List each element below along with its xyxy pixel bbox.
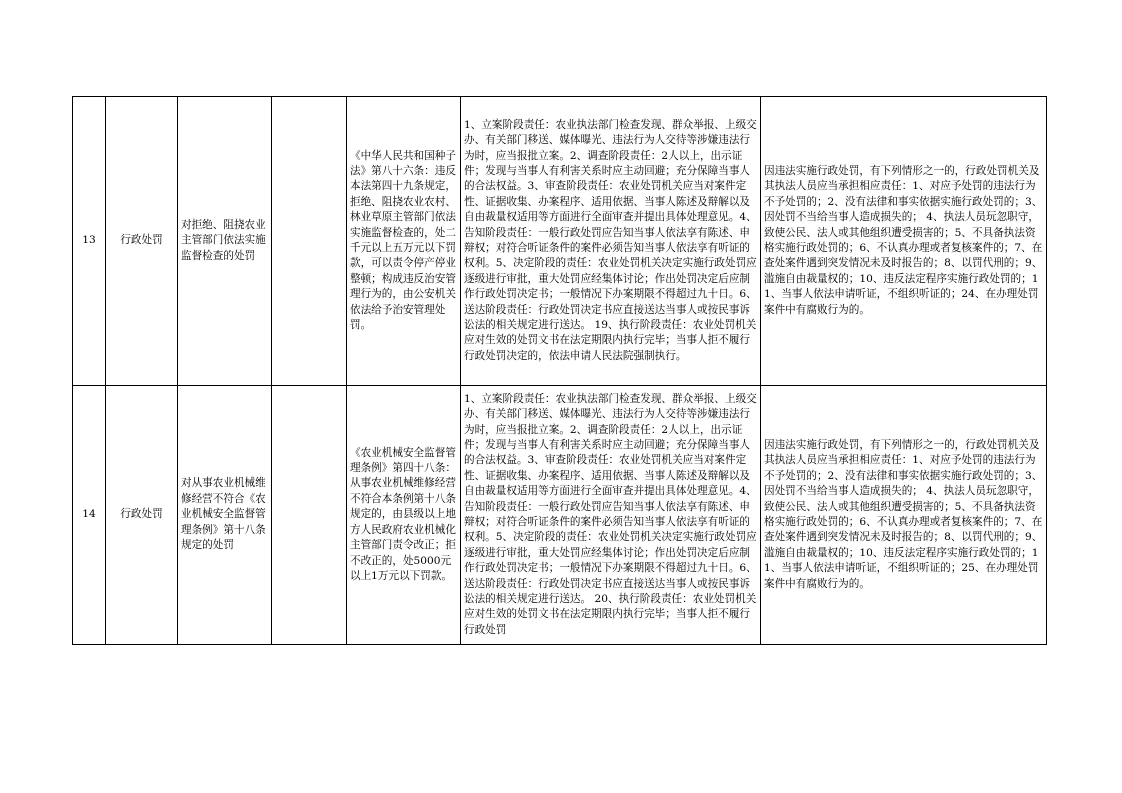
power-type-cell: 行政处罚	[106, 386, 178, 645]
responsibility-cell	[461, 386, 761, 645]
accountability-cell: 因违法实施行政处罚，有下列情形之一的，行政处罚机关及其执法人员应当承担相应责任：1、对应予处罚的违法行为不予处罚的；2、没有法律和事实依据实施行政处罚的；3、因处罚不当给当事人造成损失的； 4、执法人员玩忽职守，致使公民、法人或其他组织遭受损害的；5、不具备执法资格实施行政处罚的；6、不认真办理或者复核案件的；7、在查处案件遇到突发情况未及时报告的；8、以罚代刑的；9、滥施自由裁量权的；10、违反法定程序实施行政处罚的；11、当事人依法申请听证，不组织听证的；24、在办理处罚案件中有腐败行为的。	[761, 97, 1047, 386]
legal-basis-cell: 《农业机械安全监督管理条例》第四十八条：从事农业机械维修经营不符合本条例第十八条规定的，由县级以上地方人民政府农业机械化主管部门责令改正；拒不改正的，处5000元以上1万元以下罚款。	[347, 386, 461, 645]
serial-number-cell: 13	[73, 97, 106, 386]
item-name-cell: 对从事农业机械维修经营不符合《农业机械安全监督管理条例》第十八条规定的处罚	[178, 386, 272, 645]
power-type-cell: 行政处罚	[106, 97, 178, 386]
sub-item-cell	[272, 386, 347, 645]
item-name-cell: 对拒绝、阻挠农业主管部门依法实施监督检查的处罚	[178, 97, 272, 386]
power-list-table	[72, 96, 1047, 645]
responsibility-cell: 1、立案阶段责任：农业执法部门检查发现、群众举报、上级交办、有关部门移送、媒体曝光、违法行为人交待等涉嫌违法行为时，应当报批立案。2、调查阶段责任：2人以上，出示证件；发现与当事人有利害关系时应主动回避；充分保障当事人的合法权益。3、审查阶段责任：农业处罚机关应当对案件定性、证据收集、办案程序、适用依据、当事人陈述及辩解以及自由裁量权适用等方面进行全面审查并提出具体处理意见。4、告知阶段责任：一般行政处罚应告知当事人依法享有陈述、申辩权；对符合听证条件的案件必须告知当事人依法享有听证的权利。5、决定阶段的责任：农业处罚机关决定实施行政处罚应逐级进行审批，重大处罚应经集体讨论；作出处罚决定后应制作行政处罚决定书；一般情况下办案期限不得超过九十日。6、送达阶段责任：行政处罚决定书应直接送达当事人或按民事诉讼法的相关规定进行送达。 19、执行阶段责任：农业处罚机关应对生效的处罚文书在法定期限内执行完毕；当事人拒不履行行政处罚决定的，依法申请人民法院强制执行。	[461, 97, 761, 386]
table-row	[73, 386, 1047, 645]
legal-basis-cell: 《中华人民共和国种子法》第八十六条：违反本法第四十九条规定，拒绝、阻挠农业农村、林业草原主管部门依法实施监督检查的，处二千元以上五万元以下罚款，可以责令停产停业整顿；构成违反治安管理行为的，由公安机关依法给予治安管理处罚。	[347, 97, 461, 386]
accountability-cell: 因违法实施行政处罚，有下列情形之一的，行政处罚机关及其执法人员应当承担相应责任：1、对应予处罚的违法行为不予处罚的；2、没有法律和事实依据实施行政处罚的；3、因处罚不当给当事人造成损失的； 4、执法人员玩忽职守，致使公民、法人或其他组织遭受损害的；5、不具备执法资格实施行政处罚的；6、不认真办理或者复核案件的；7、在查处案件遇到突发情况未及时报告的；8、以罚代刑的；9、滥施自由裁量权的；10、违反法定程序实施行政处罚的；11、当事人依法申请听证，不组织听证的；25、在办理处罚案件中有腐败行为的。	[761, 386, 1047, 645]
responsibility-text: 1、立案阶段责任：农业执法部门检查发现、群众举报、上级交办、有关部门移送、媒体曝光、违法行为人交待等涉嫌违法行为时，应当报批立案。2、调查阶段责任：2人以上，出示证件；发现与当事人有利害关系时应主动回避；充分保障当事人的合法权益。3、审查阶段责任：农业处罚机关应当对案件定性、证据收集、办案程序、适用依据、当事人陈述及辩解以及自由裁量权适用等方面进行全面审查并提出具体处理意见。4、告知阶段责任：一般行政处罚应告知当事人依法享有陈述、申辩权；对符合听证条件的案件必须告知当事人依法享有听证的权利。5、决定阶段的责任：农业处罚机关决定实施行政处罚应逐级进行审批，重大处罚应经集体讨论；作出处罚决定后应制作行政处罚决定书；一般情况下办案期限不得超过九十日。6、送达阶段责任：行政处罚决定书应直接送达当事人或按民事诉讼法的相关规定进行送达。 20、执行阶段责任：农业处罚机关应对生效的处罚文书在法定期限内执行完毕；当事人拒不履行行政处罚	[464, 392, 757, 636]
sub-item-cell	[272, 97, 347, 386]
serial-number-cell: 14	[73, 386, 106, 645]
table-row	[73, 97, 1047, 386]
